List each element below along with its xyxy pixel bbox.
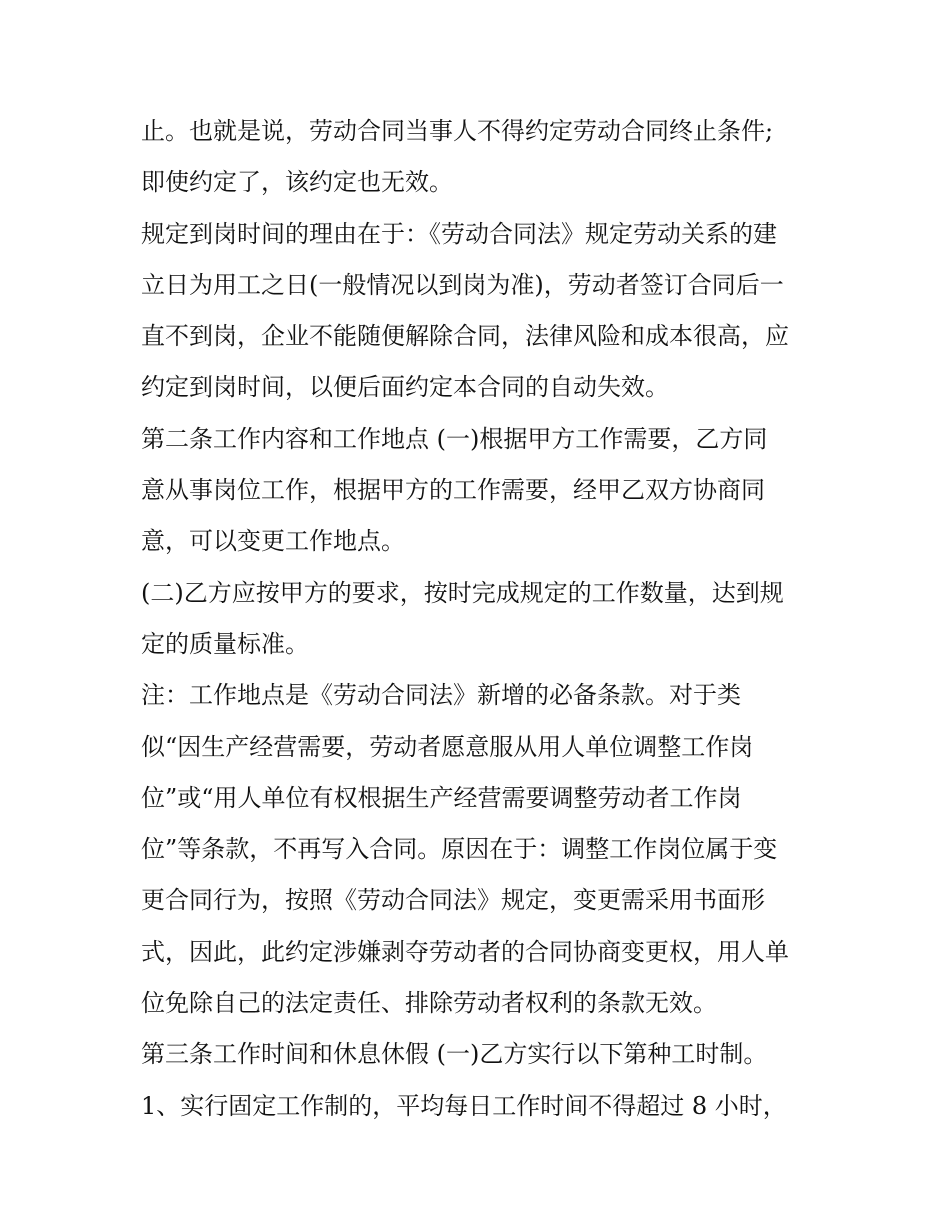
- text-line: 1、实行固定工作制的，平均每日工作时间不得超过 8 小时，: [141, 1091, 787, 1120]
- text-line: 止。也就是说，劳动合同当事人不得约定劳动合同终止条件;: [141, 117, 774, 145]
- text-line: (二)乙方应按甲方的要求，按时完成规定的工作数量，达到规: [141, 578, 784, 607]
- text-line: 注：工作地点是《劳动合同法》新增的必备条款。对于类: [141, 681, 741, 710]
- text-line: 第三条工作时间和休息休假 (一)乙方实行以下第种工时制。: [141, 1040, 768, 1069]
- text-line: 立日为用工之日(一般情况以到岗为准)，劳动者签订合同后一: [141, 270, 784, 299]
- text-line: 规定到岗时间的理由在于：《劳动合同法》规定劳动关系的建: [141, 219, 777, 248]
- text-line: 位”或“用人单位有权根据生产经营需要调整劳动者工作岗: [141, 783, 742, 812]
- text-line: 直不到岗，企业不能随便解除合同，法律风险和成本很高，应: [141, 322, 789, 351]
- text-line: 第二条工作内容和工作地点 (一)根据甲方工作需要，乙方同: [141, 424, 768, 453]
- text-line: 位免除自己的法定责任、排除劳动者权利的条款无效。: [141, 989, 717, 1018]
- text-line: 意，可以变更工作地点。: [141, 527, 405, 556]
- text-line: 位”等条款，不再写入合同。原因在于：调整工作岗位属于变: [141, 835, 778, 864]
- text-line: 似“因生产经营需要，劳动者愿意服从用人单位调整工作岗: [141, 732, 754, 761]
- text-line: 意从事岗位工作，根据甲方的工作需要，经甲乙双方协商同: [141, 476, 765, 505]
- text-line: 约定到岗时间，以便后面约定本合同的自动失效。: [141, 373, 669, 402]
- text-line: 更合同行为，按照《劳动合同法》规定，变更需采用书面形: [141, 886, 765, 915]
- text-line: 即使约定了，该约定也无效。: [141, 168, 453, 197]
- text-line: 式，因此，此约定涉嫌剥夺劳动者的合同协商变更权，用人单: [141, 937, 789, 966]
- document-body: [141, 106, 821, 1132]
- text-line: 定的质量标准。: [141, 629, 309, 658]
